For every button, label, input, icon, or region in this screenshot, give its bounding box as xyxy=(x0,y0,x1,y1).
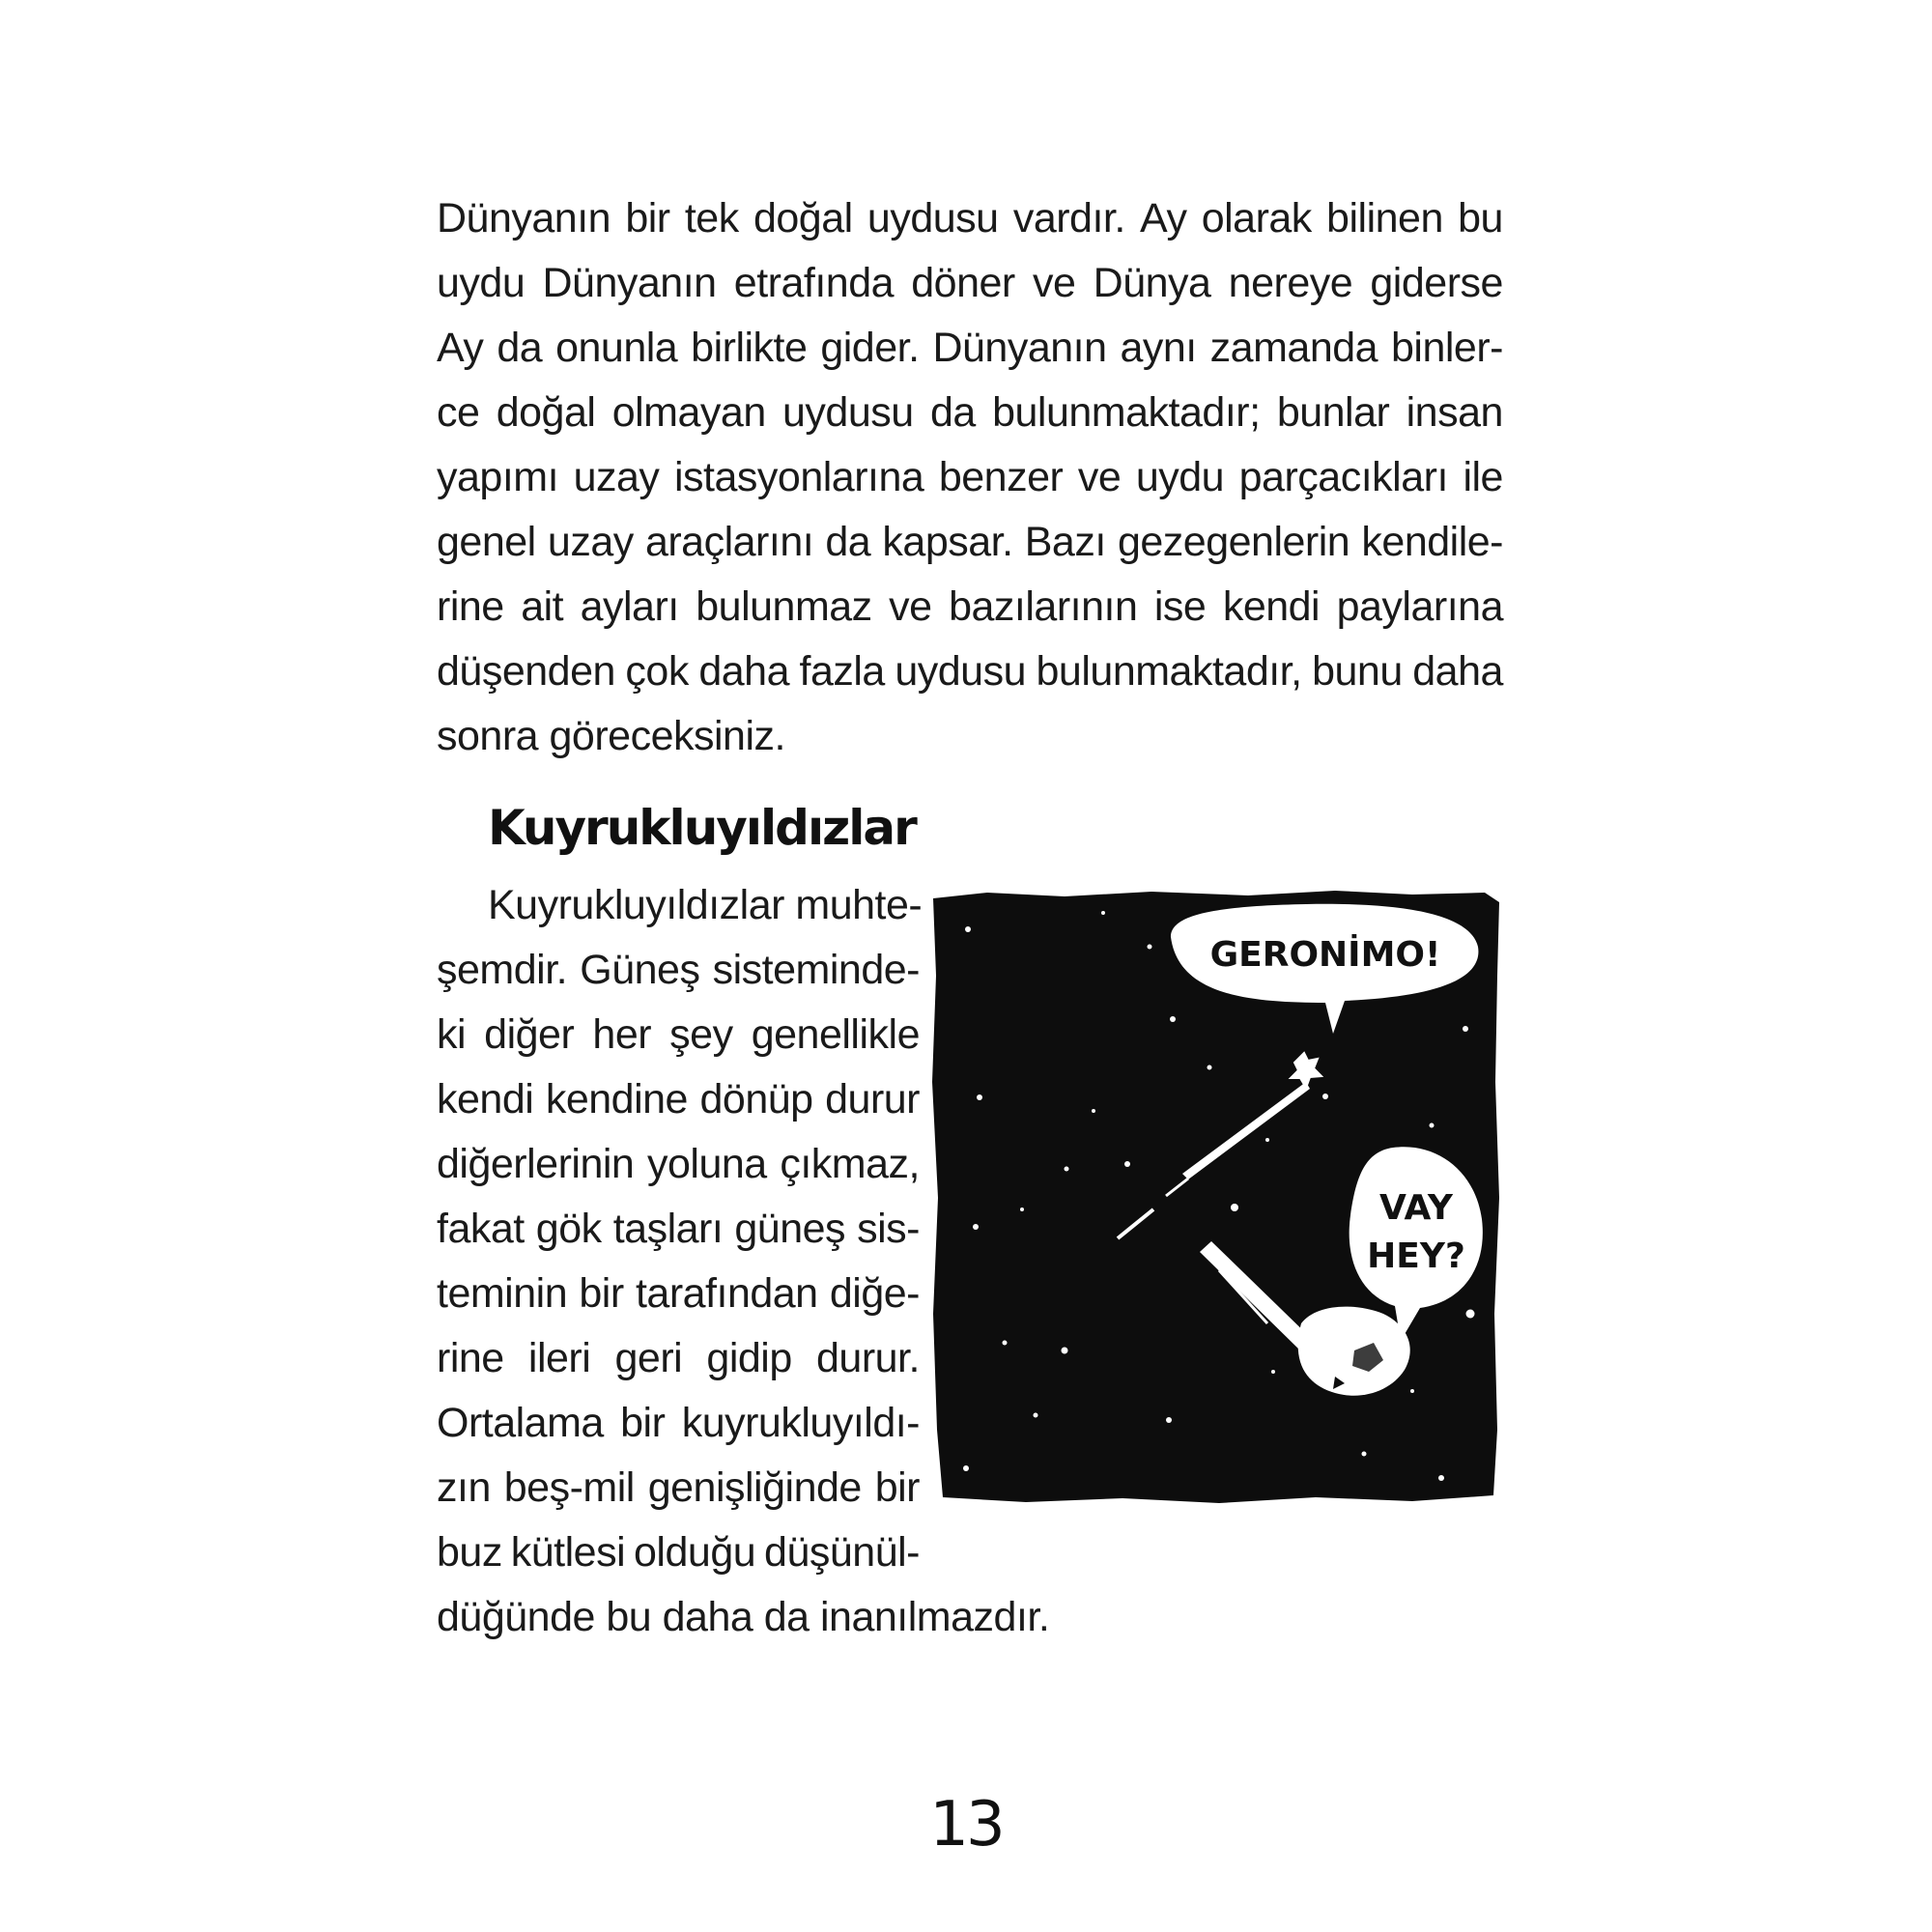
section-line: kendi kendine dönüp durur xyxy=(437,1076,920,1122)
intro-line: genel uzay araçlarını da kapsar. Bazı gezegenlerin kendile- xyxy=(437,519,1503,565)
section-line: Kuyrukluyıldızlar muhte- xyxy=(488,882,923,928)
section-line: Ortalama bir kuyrukluyıldı- xyxy=(437,1400,920,1446)
section-line: buz kütlesi olduğu düşünül- xyxy=(437,1529,920,1576)
intro-line: düşenden çok daha fazla uydusu bulunmaktadır, bunu daha xyxy=(437,648,1503,695)
intro-line: yapımı uzay istasyonlarına benzer ve uydu parçacıkları ile xyxy=(437,454,1503,500)
section-line: şemdir. Güneş sisteminde- xyxy=(437,947,920,993)
intro-line: rine ait ayları bulunmaz ve bazılarının ise kendi paylarına xyxy=(437,583,1503,630)
section-line: rine ileri geri gidip durur. xyxy=(437,1335,920,1381)
page-number: 13 xyxy=(929,1789,1003,1861)
intro-line: uydu Dünyanın etrafında döner ve Dünya nereye giderse xyxy=(437,260,1503,306)
section-line: fakat gök taşları güneş sis- xyxy=(437,1206,920,1252)
intro-line: sonra göreceksiniz. xyxy=(437,713,785,759)
section-line: zın beş-mil genişliğinde bir xyxy=(437,1464,920,1511)
section-heading: Kuyrukluyıldızlar xyxy=(488,800,916,856)
section-line: diğerlerinin yoluna çıkmaz, xyxy=(437,1141,920,1187)
bubble-right-line1: VAY xyxy=(1379,1188,1453,1228)
intro-line: ce doğal olmayan uydusu da bulunmaktadır; bunlar insan xyxy=(437,389,1503,436)
intro-line: Dünyanın bir tek doğal uydusu vardır. Ay olarak bilinen bu xyxy=(437,195,1503,242)
section-line: ki diğer her şey genellikle xyxy=(437,1011,920,1058)
bubble-top-text: GERONİMO! xyxy=(1209,935,1441,975)
bubble-right-line2: HEY? xyxy=(1367,1236,1465,1276)
intro-line: Ay da onunla birlikte gider. Dünyanın aynı zamanda binler- xyxy=(437,325,1503,371)
comet-illustration xyxy=(929,889,1501,1507)
section-line: düğünde bu daha da inanılmazdır. xyxy=(437,1594,1050,1640)
section-line: teminin bir tarafından diğe- xyxy=(437,1270,920,1317)
